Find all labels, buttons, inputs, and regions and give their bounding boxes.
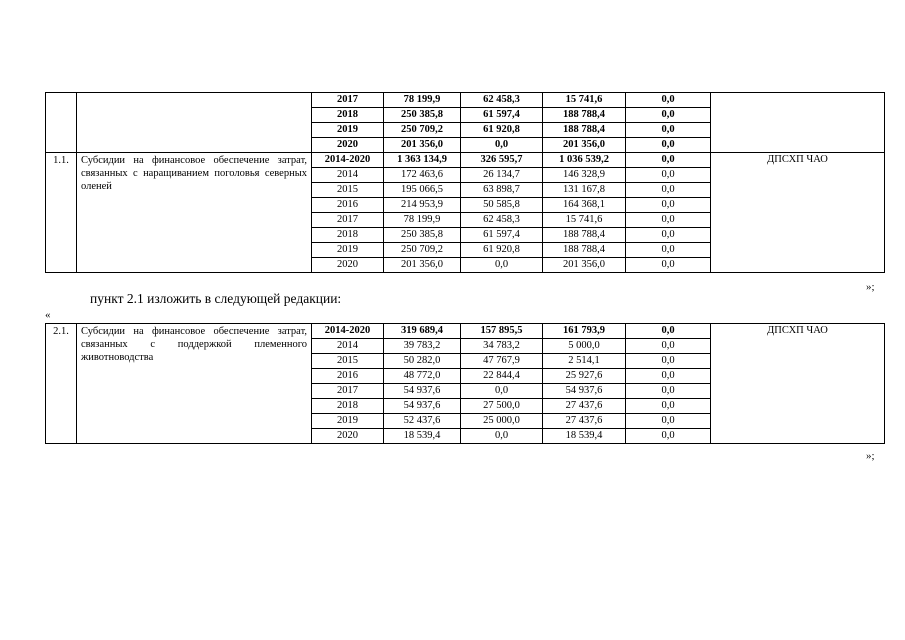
cell-c1: 0,0 bbox=[461, 429, 543, 444]
cell-year: 2019 bbox=[312, 243, 384, 258]
cell-year: 2014-2020 bbox=[312, 324, 384, 339]
cell-c3: 0,0 bbox=[626, 369, 711, 384]
cell-c3: 0,0 bbox=[626, 123, 711, 138]
cell-c1: 25 000,0 bbox=[461, 414, 543, 429]
cell-c1: 27 500,0 bbox=[461, 399, 543, 414]
cell-c2: 5 000,0 bbox=[543, 339, 626, 354]
cell-c3: 0,0 bbox=[626, 324, 711, 339]
cell-c2: 25 927,6 bbox=[543, 369, 626, 384]
table-row bbox=[46, 324, 885, 339]
cell-c2: 27 437,6 bbox=[543, 414, 626, 429]
cell-total: 1 363 134,9 bbox=[384, 153, 461, 168]
cell-c2: 27 437,6 bbox=[543, 399, 626, 414]
cell-c1: 61 920,8 bbox=[461, 123, 543, 138]
cell-year: 2018 bbox=[312, 399, 384, 414]
cell-c3: 0,0 bbox=[626, 183, 711, 198]
cell-c1: 326 595,7 bbox=[461, 153, 543, 168]
cell-c3: 0,0 bbox=[626, 399, 711, 414]
cell-c3: 0,0 bbox=[626, 168, 711, 183]
cell-index-empty bbox=[46, 93, 77, 153]
opening-quote: « bbox=[45, 309, 51, 321]
table-row bbox=[46, 153, 885, 168]
cell-c3: 0,0 bbox=[626, 258, 711, 273]
cell-c3: 0,0 bbox=[626, 228, 711, 243]
cell-year: 2017 bbox=[312, 384, 384, 399]
cell-total: 54 937,6 bbox=[384, 399, 461, 414]
cell-c3: 0,0 bbox=[626, 243, 711, 258]
cell-c1: 0,0 bbox=[461, 384, 543, 399]
instruction-text: пункт 2.1 изложить в следующей редакции: bbox=[90, 291, 342, 306]
cell-total: 78 199,9 bbox=[384, 213, 461, 228]
cell-total: 48 772,0 bbox=[384, 369, 461, 384]
item-index: 2.1. bbox=[46, 324, 77, 444]
cell-year: 2015 bbox=[312, 354, 384, 369]
cell-total: 195 066,5 bbox=[384, 183, 461, 198]
cell-total: 39 783,2 bbox=[384, 339, 461, 354]
cell-c1: 62 458,3 bbox=[461, 93, 543, 108]
cell-c1: 62 458,3 bbox=[461, 213, 543, 228]
cell-c2: 15 741,6 bbox=[543, 213, 626, 228]
cell-c2: 161 793,9 bbox=[543, 324, 626, 339]
cell-c3: 0,0 bbox=[626, 198, 711, 213]
closing-quote-1: »; bbox=[866, 281, 875, 293]
cell-total: 250 385,8 bbox=[384, 228, 461, 243]
item-description: Субсидии на финансовое обеспечение затрат, связанных с наращиванием поголовья северных оленей bbox=[77, 153, 312, 273]
cell-year: 2016 bbox=[312, 198, 384, 213]
cell-c1: 50 585,8 bbox=[461, 198, 543, 213]
cell-c1: 157 895,5 bbox=[461, 324, 543, 339]
cell-c3: 0,0 bbox=[626, 339, 711, 354]
program-table-2 bbox=[45, 323, 885, 444]
cell-total: 172 463,6 bbox=[384, 168, 461, 183]
cell-c1: 61 597,4 bbox=[461, 108, 543, 123]
item-index: 1.1. bbox=[46, 153, 77, 273]
cell-year: 2014-2020 bbox=[312, 153, 384, 168]
cell-total: 201 356,0 bbox=[384, 138, 461, 153]
cell-total: 18 539,4 bbox=[384, 429, 461, 444]
cell-c1: 22 844,4 bbox=[461, 369, 543, 384]
cell-total: 214 953,9 bbox=[384, 198, 461, 213]
cell-c1: 47 767,9 bbox=[461, 354, 543, 369]
item-executor: ДПСХП ЧАО bbox=[711, 153, 885, 273]
cell-c2: 2 514,1 bbox=[543, 354, 626, 369]
item-executor: ДПСХП ЧАО bbox=[711, 324, 885, 444]
cell-description-empty bbox=[77, 93, 312, 153]
cell-year: 2017 bbox=[312, 213, 384, 228]
cell-year: 2020 bbox=[312, 138, 384, 153]
cell-c3: 0,0 bbox=[626, 108, 711, 123]
cell-year: 2015 bbox=[312, 183, 384, 198]
cell-c3: 0,0 bbox=[626, 354, 711, 369]
program-table-1 bbox=[45, 92, 885, 273]
cell-c3: 0,0 bbox=[626, 153, 711, 168]
cell-year: 2018 bbox=[312, 228, 384, 243]
cell-c2: 54 937,6 bbox=[543, 384, 626, 399]
cell-total: 250 709,2 bbox=[384, 243, 461, 258]
cell-total: 78 199,9 bbox=[384, 93, 461, 108]
cell-c2: 164 368,1 bbox=[543, 198, 626, 213]
cell-c2: 1 036 539,2 bbox=[543, 153, 626, 168]
cell-year: 2014 bbox=[312, 168, 384, 183]
table-row bbox=[46, 93, 885, 108]
cell-c1: 0,0 bbox=[461, 258, 543, 273]
cell-executor-empty bbox=[711, 93, 885, 153]
cell-year: 2014 bbox=[312, 339, 384, 354]
cell-year: 2020 bbox=[312, 429, 384, 444]
cell-c2: 131 167,8 bbox=[543, 183, 626, 198]
cell-c1: 34 783,2 bbox=[461, 339, 543, 354]
closing-quote-2: »; bbox=[866, 450, 875, 462]
cell-c2: 146 328,9 bbox=[543, 168, 626, 183]
cell-total: 201 356,0 bbox=[384, 258, 461, 273]
cell-c3: 0,0 bbox=[626, 429, 711, 444]
cell-c1: 61 597,4 bbox=[461, 228, 543, 243]
cell-year: 2019 bbox=[312, 123, 384, 138]
cell-c3: 0,0 bbox=[626, 414, 711, 429]
cell-total: 54 937,6 bbox=[384, 384, 461, 399]
cell-c3: 0,0 bbox=[626, 138, 711, 153]
cell-c3: 0,0 bbox=[626, 384, 711, 399]
cell-total: 319 689,4 bbox=[384, 324, 461, 339]
cell-total: 50 282,0 bbox=[384, 354, 461, 369]
cell-year: 2017 bbox=[312, 93, 384, 108]
cell-c2: 15 741,6 bbox=[543, 93, 626, 108]
cell-c1: 0,0 bbox=[461, 138, 543, 153]
cell-c3: 0,0 bbox=[626, 213, 711, 228]
cell-c2: 188 788,4 bbox=[543, 108, 626, 123]
cell-c1: 63 898,7 bbox=[461, 183, 543, 198]
cell-c1: 61 920,8 bbox=[461, 243, 543, 258]
cell-year: 2020 bbox=[312, 258, 384, 273]
item-description: Субсидии на финансовое обеспечение затрат, связанных с поддержкой племенного животноводства bbox=[77, 324, 312, 444]
cell-year: 2019 bbox=[312, 414, 384, 429]
cell-c2: 188 788,4 bbox=[543, 228, 626, 243]
cell-c2: 18 539,4 bbox=[543, 429, 626, 444]
cell-c2: 201 356,0 bbox=[543, 138, 626, 153]
cell-total: 52 437,6 bbox=[384, 414, 461, 429]
cell-year: 2016 bbox=[312, 369, 384, 384]
cell-c2: 188 788,4 bbox=[543, 123, 626, 138]
cell-total: 250 709,2 bbox=[384, 123, 461, 138]
cell-c1: 26 134,7 bbox=[461, 168, 543, 183]
cell-c2: 188 788,4 bbox=[543, 243, 626, 258]
cell-c3: 0,0 bbox=[626, 93, 711, 108]
cell-year: 2018 bbox=[312, 108, 384, 123]
cell-total: 250 385,8 bbox=[384, 108, 461, 123]
cell-c2: 201 356,0 bbox=[543, 258, 626, 273]
